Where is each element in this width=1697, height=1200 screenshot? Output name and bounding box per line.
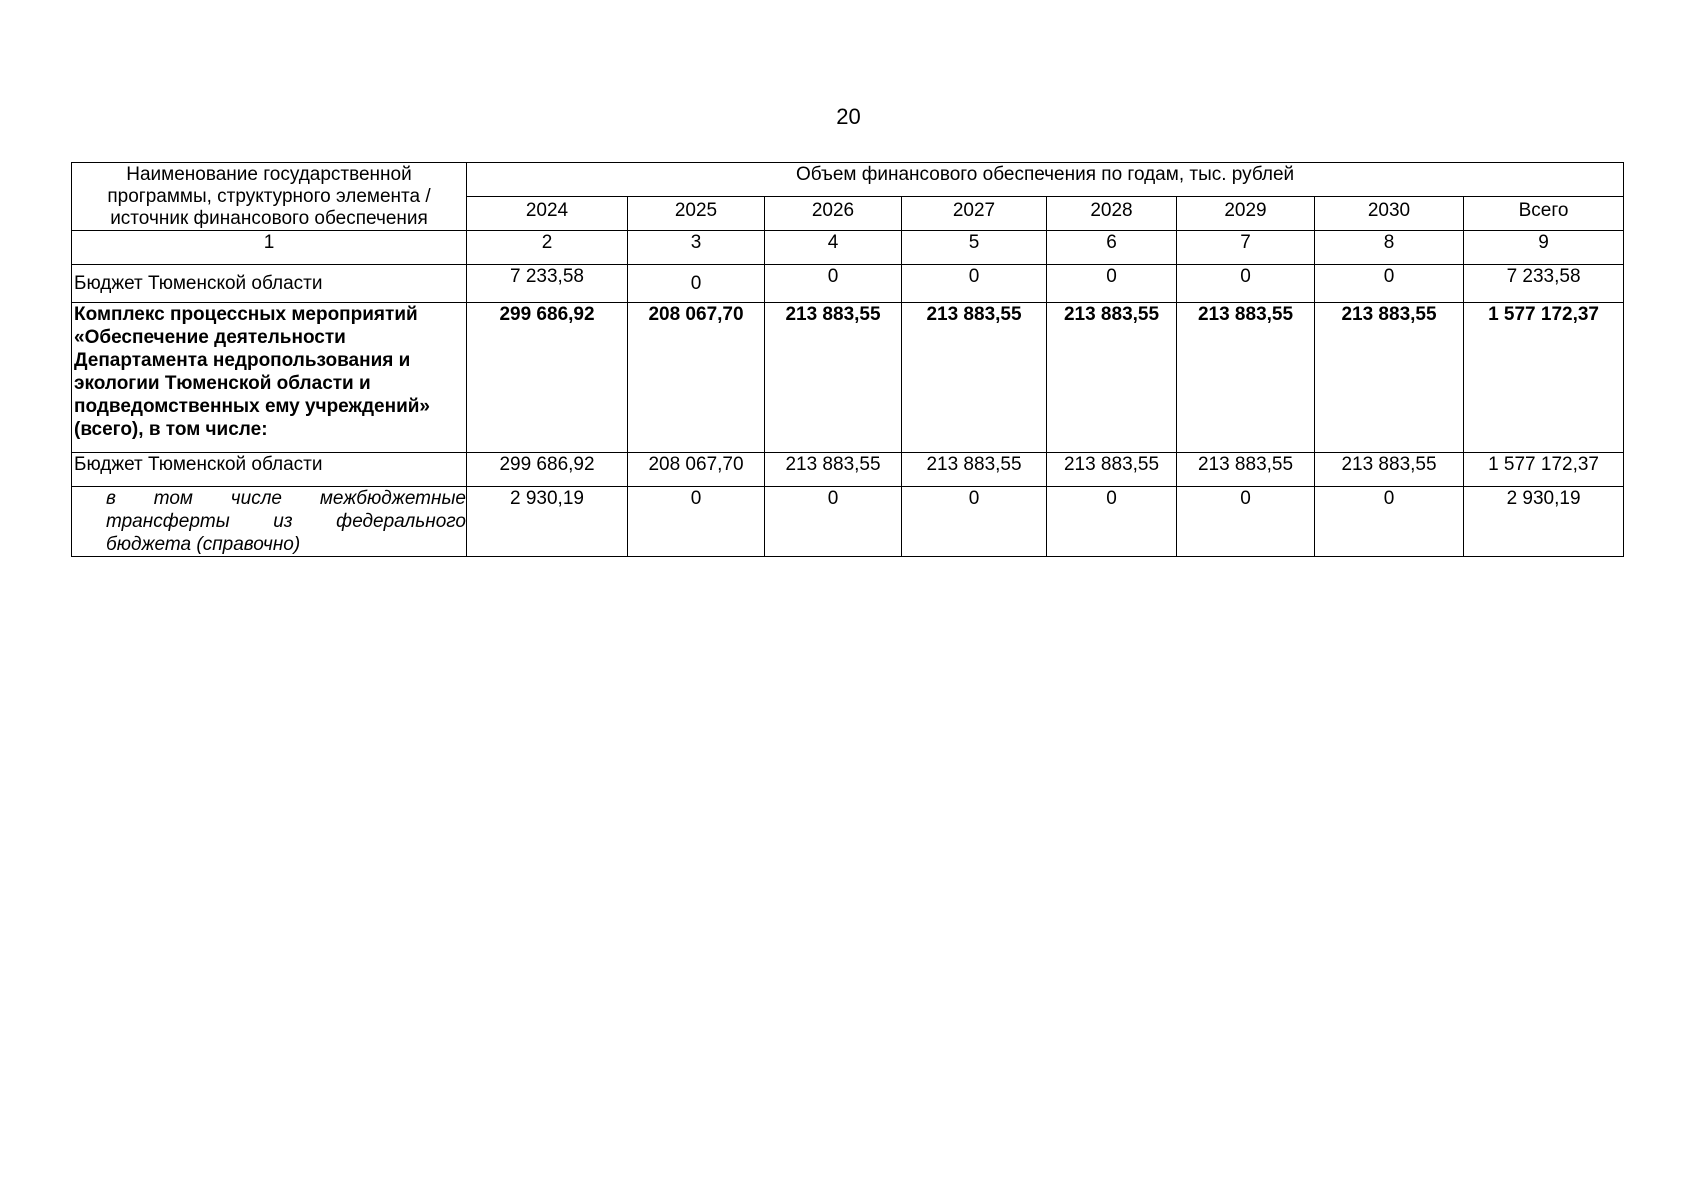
header-row-caption — [72, 163, 1624, 197]
row-name: Бюджет Тюменской области — [72, 453, 467, 487]
value-cell: 0 — [765, 487, 902, 557]
value-cell: 0 — [1047, 487, 1177, 557]
value-cell: 213 883,55 — [765, 303, 902, 453]
value-cell: 213 883,55 — [1047, 453, 1177, 487]
value-cell: 213 883,55 — [1177, 303, 1315, 453]
value-cell: 208 067,70 — [628, 303, 765, 453]
year-header: 2027 — [902, 197, 1047, 231]
year-header: 2029 — [1177, 197, 1315, 231]
value-cell: 213 883,55 — [1047, 303, 1177, 453]
value-cell: 0 — [1047, 265, 1177, 303]
value-cell: 299 686,92 — [467, 303, 628, 453]
value-cell: 0 — [902, 487, 1047, 557]
volume-caption-header: Объем финансового обеспечения по годам, тыс. рублей — [467, 163, 1624, 197]
column-number: 5 — [902, 231, 1047, 265]
value-cell: 2 930,19 — [467, 487, 628, 557]
value-cell: 0 — [765, 265, 902, 303]
column-number: 2 — [467, 231, 628, 265]
column-number: 1 — [72, 231, 467, 265]
column-number-row — [72, 231, 1624, 265]
value-cell: 208 067,70 — [628, 453, 765, 487]
value-cell: 213 883,55 — [902, 453, 1047, 487]
value-cell: 1 577 172,37 — [1464, 453, 1624, 487]
column-number: 4 — [765, 231, 902, 265]
column-number: 9 — [1464, 231, 1624, 265]
value-cell: 0 — [1315, 487, 1464, 557]
value-cell: 2 930,19 — [1464, 487, 1624, 557]
year-header: 2028 — [1047, 197, 1177, 231]
table-row — [72, 453, 1624, 487]
value-cell: 0 — [1315, 265, 1464, 303]
total-header: Всего — [1464, 197, 1624, 231]
table-row — [72, 487, 1624, 557]
value-cell: 0 — [628, 265, 765, 303]
value-cell: 1 577 172,37 — [1464, 303, 1624, 453]
year-header: 2024 — [467, 197, 628, 231]
year-header: 2025 — [628, 197, 765, 231]
page-number: 20 — [836, 104, 861, 129]
value-cell: 213 883,55 — [765, 453, 902, 487]
value-cell: 0 — [1177, 487, 1315, 557]
value-cell: 213 883,55 — [1177, 453, 1315, 487]
year-header: 2026 — [765, 197, 902, 231]
value-cell: 299 686,92 — [467, 453, 628, 487]
column-number: 6 — [1047, 231, 1177, 265]
column-number: 8 — [1315, 231, 1464, 265]
column-number: 7 — [1177, 231, 1315, 265]
row-name: в том числе межбюджетные трансферты из федерального бюджета (справочно) — [72, 487, 467, 557]
value-cell: 213 883,55 — [902, 303, 1047, 453]
value-cell: 213 883,55 — [1315, 303, 1464, 453]
table-row — [72, 265, 1624, 303]
name-column-header: Наименование государственной программы, структурного элемента / источник финансового обеспечения — [72, 163, 467, 231]
column-number: 3 — [628, 231, 765, 265]
year-header: 2030 — [1315, 197, 1464, 231]
financing-table — [71, 162, 1624, 557]
row-name: Комплекс процессных мероприятий «Обеспечение деятельности Департамента недропользования и экологии Тюменской области и подведомственных ему учреждений» (всего), в том числе: — [72, 303, 467, 453]
value-cell: 0 — [902, 265, 1047, 303]
value-cell: 0 — [628, 487, 765, 557]
value-cell: 7 233,58 — [1464, 265, 1624, 303]
value-cell: 213 883,55 — [1315, 453, 1464, 487]
value-cell: 7 233,58 — [467, 265, 628, 303]
row-name: Бюджет Тюменской области — [72, 265, 467, 303]
table-row — [72, 303, 1624, 453]
value-cell: 0 — [1177, 265, 1315, 303]
